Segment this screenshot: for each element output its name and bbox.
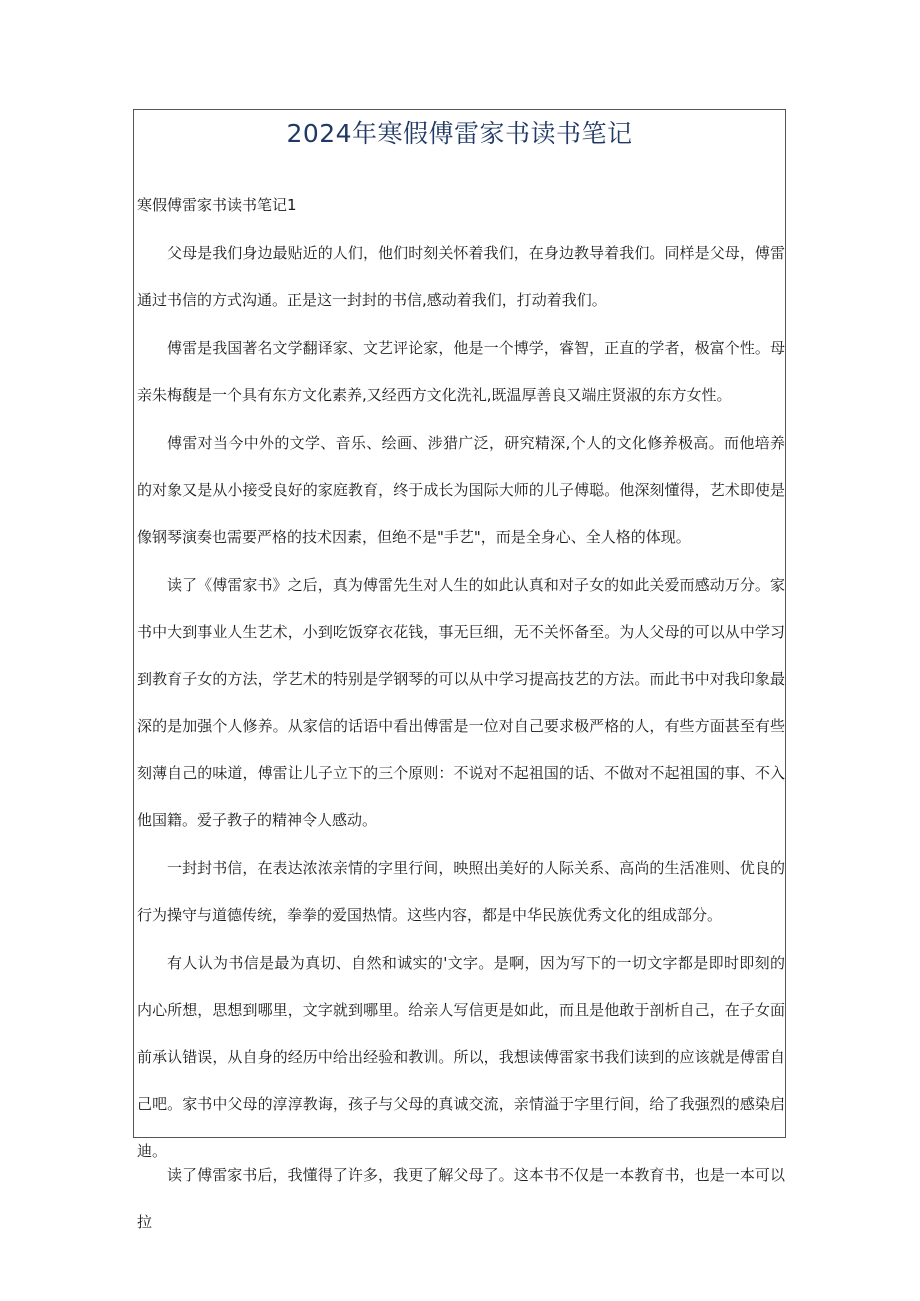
paragraph-7: 读了傅雷家书后，我懂得了许多，我更了解父母了。这本书不仅是一本教育书，也是一本可以拉 [137,1166,785,1231]
section-heading: 寒假傅雷家书读书笔记1 [137,196,297,214]
paragraph-4: 读了《傅雷家书》之后，真为傅雷先生对人生的如此认真和对子女的如此关爱而感动万分。家书中大到事业人生艺术，小到吃饭穿衣花钱，事无巨细，无不关怀备至。为人父母的可以从中学习到教育子女的方法，学艺术的特别是学钢琴的可以从中学习提高技艺的方法。而此书中对我印象最深的是加强个人修养。从家信的话语中看出傅雷是一位对自己要求极严格的人，有些方面甚至有些刻薄自己的味道，傅雷让儿子立下的三个原则：不说对不起祖国的话、不做对不起祖国的事、不入他国籍。爱子教子的精神令人感动。 [137,576,785,829]
paragraph-3: 傅雷对当今中外的文学、音乐、绘画、涉猎广泛，研究精深,个人的文化修养极高。而他培养的对象又是从小接受良好的家庭教育，终于成长为国际大师的儿子傅聪。他深刻懂得，艺术即使是像钢琴演奏也需要严格的技术因素，但绝不是"手艺"，而是全身心、全人格的体现。 [137,434,785,546]
document-title: 2024年寒假傅雷家书读书笔记 [286,119,633,148]
paragraph-6: 有人认为书信是最为真切、自然和诚实的'文字。是啊，因为写下的一切文字都是即时即刻的内心所想，思想到哪里，文字就到哪里。给亲人写信更是如此，而且是他敢于剖析自己，在子女面前承认错误，从自身的经历中给出经验和教训。所以，我想读傅雷家书我们读到的应该就是傅雷自己吧。家书中父母的淳淳教诲，孩子与父母的真诚交流，亲情溢于字里行间，给了我强烈的感染启迪。 [137,954,785,1160]
paragraph-1: 父母是我们身边最贴近的人们，他们时刻关怀着我们，在身边教导着我们。同样是父母，傅雷通过书信的方式沟通。正是这一封封的书信,感动着我们，打动着我们。 [137,244,785,309]
paragraph-5: 一封封书信，在表达浓浓亲情的字里行间，映照出美好的人际关系、高尚的生活准则、优良的行为操守与道德传统，拳拳的爱国热情。这些内容，都是中华民族优秀文化的组成部分。 [137,859,785,924]
paragraph-2: 傅雷是我国著名文学翻译家、文艺评论家，他是一个博学，睿智，正直的学者，极富个性。母亲朱梅馥是一个具有东方文化素养,又经西方文化洗礼,既温厚善良又端庄贤淑的东方女性。 [137,339,785,404]
